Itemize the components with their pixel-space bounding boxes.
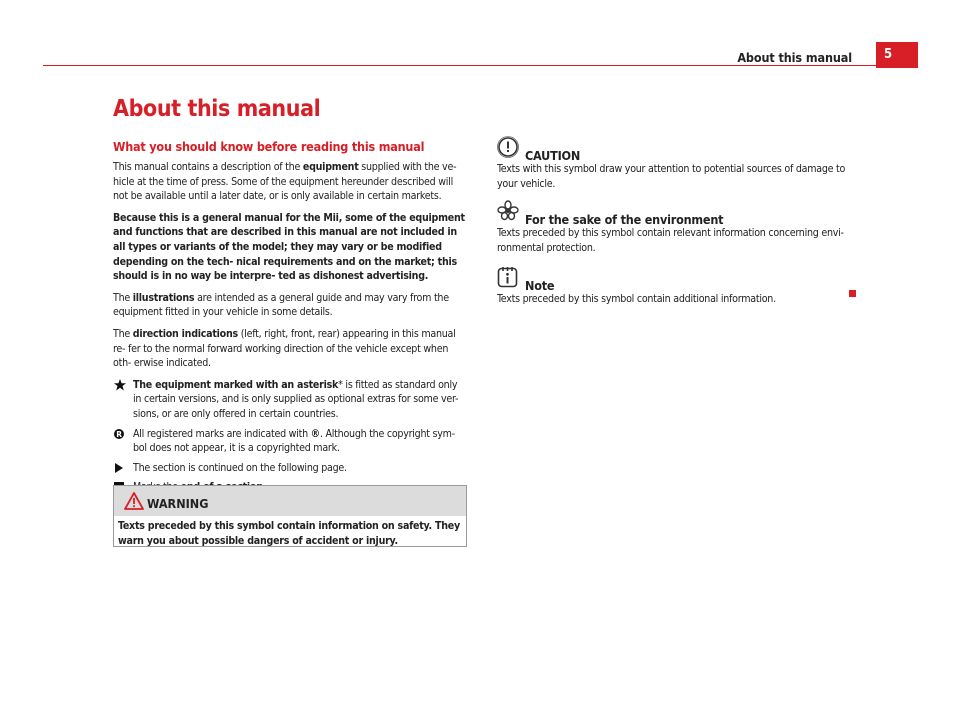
note-header — [497, 266, 862, 292]
triangle-right-icon — [113, 461, 127, 475]
environment-header — [497, 200, 862, 226]
environment-notice — [497, 200, 862, 255]
illustrations-paragraph — [113, 291, 468, 320]
left-column — [113, 139, 468, 503]
note-title: Note — [525, 278, 555, 293]
legend-item-continued — [113, 461, 468, 476]
running-header-title: About this manual — [737, 50, 852, 65]
asterisk-icon — [113, 378, 127, 392]
legend-continued-text: The section is continued on the following page. — [133, 461, 347, 474]
caution-icon — [497, 136, 519, 158]
environment-body: Texts preceded by this symbol contain relevant information concerning envi- ronmental protection. — [497, 227, 844, 254]
end-of-section-mark — [849, 290, 856, 297]
intro-text-post: supplied with the ve- hicle at the time of press. Some of the equipment hereunder described will not be available until a later date, or is only available in certain markets. — [113, 161, 457, 203]
symbol-legend — [113, 378, 468, 495]
legend-asterisk-bold: The equipment marked with an asterisk — [133, 378, 339, 391]
svg-text:R: R — [116, 429, 122, 439]
warning-title: WARNING — [147, 496, 209, 511]
warning-box — [113, 485, 467, 547]
legend-registered-text-post: . Although the copyright sym- bol does not appear, it is a copyrighted mark. — [133, 427, 455, 455]
illustrations-text-post: are intended as a general guide and may vary from the equipment fitted in your vehicle in some details. — [113, 291, 449, 319]
note-icon — [497, 266, 518, 288]
directions-paragraph — [113, 327, 468, 371]
directions-text-pre: The — [113, 327, 133, 340]
directions-text-post: (left, right, front, rear) appearing in this manual re- fer to the normal forward working direction of the vehicle except when oth- erwise indicated. — [113, 327, 456, 370]
page-number: 5 — [876, 42, 918, 68]
illustrations-text-bold: illustrations — [132, 291, 195, 304]
legend-asterisk-text: * is fitted as standard only in certain versions, and is only supplied as optional extras for some ver- sions, or are only offered in certain countries. — [133, 378, 459, 420]
caution-body: Texts with this symbol draw your attention to potential sources of damage to your vehicle. — [497, 163, 846, 190]
section-subheading: What you should know before reading this manual — [113, 139, 425, 154]
warning-body: Texts preceded by this symbol contain information on safety. They warn you about possible dangers of accident or injury. — [118, 520, 460, 547]
illustrations-text-pre: The — [113, 291, 133, 304]
warning-triangle-icon — [124, 491, 144, 511]
header-rule — [43, 65, 876, 66]
legend-registered-text-pre: All registered marks are indicated with — [133, 427, 311, 440]
general-manual-paragraph: Because this is a general manual for the Mii, some of the equipment and functions that are described in this manual are not included in all types or variants of the model; they may vary or be modified depending on the tech- nical requirements and on the market; this should is in no way be interpre- ted as dishonest advertising. — [113, 211, 465, 283]
warning-header — [114, 486, 466, 516]
note-notice — [497, 266, 862, 307]
directions-text-bold: direction indications — [132, 327, 238, 340]
page-title: About this manual — [113, 96, 321, 122]
intro-paragraph — [113, 160, 468, 204]
legend-registered-symbol: ® — [310, 427, 320, 440]
caution-notice — [497, 136, 862, 191]
registered-icon — [113, 427, 127, 441]
intro-text-pre: This manual contains a description of the — [113, 161, 303, 173]
caution-title: CAUTION — [525, 148, 581, 163]
environment-flower-icon — [497, 200, 519, 222]
caution-header — [497, 136, 862, 162]
legend-item-registered — [113, 427, 468, 456]
intro-text-bold: equipment — [302, 161, 359, 173]
legend-item-asterisk — [113, 378, 468, 422]
environment-title: For the sake of the environment — [525, 212, 724, 227]
note-body: Texts preceded by this symbol contain additional information. — [497, 293, 776, 305]
